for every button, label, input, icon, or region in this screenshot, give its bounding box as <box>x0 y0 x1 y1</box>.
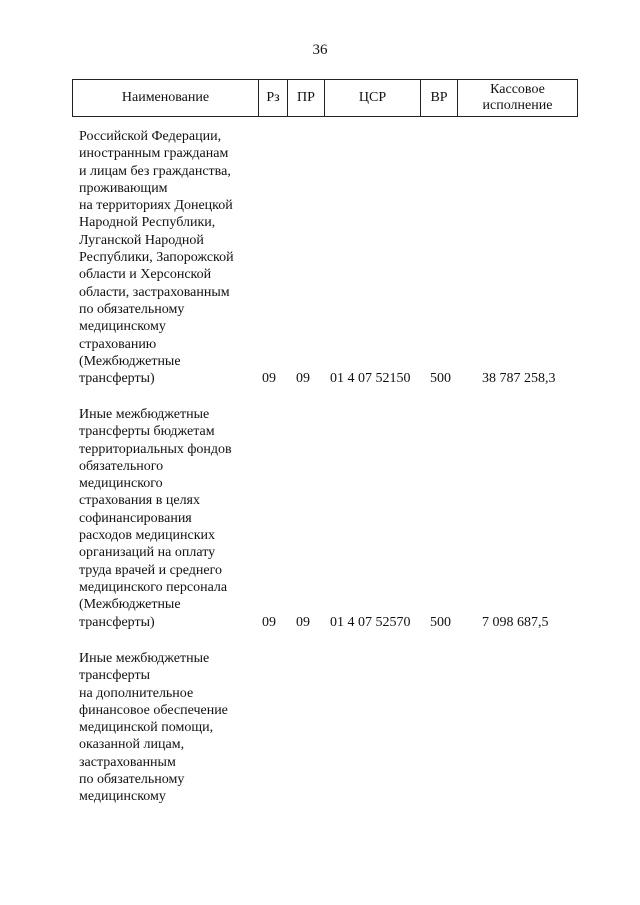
name-line: расходов медицинских <box>79 528 216 544</box>
name-line: и лицам без гражданства, <box>79 163 231 179</box>
name-line: по обязательному <box>79 301 185 317</box>
name-line: трансферты <box>79 668 151 684</box>
name-line: оказанной лицам, <box>79 737 185 753</box>
row-rz: 09 <box>262 615 276 630</box>
column-header-csr: ЦСР <box>325 80 421 117</box>
name-line: области, застрахованным <box>79 284 230 300</box>
row-name <box>79 128 264 387</box>
row-name <box>79 406 264 631</box>
name-line: обязательного <box>79 458 164 474</box>
name-line: иностранным гражданам <box>79 146 229 162</box>
name-line: Иные межбюджетные <box>79 651 210 666</box>
name-line: Луганской Народной <box>79 232 204 248</box>
row-name <box>79 650 264 806</box>
name-line: медицинскому <box>79 789 166 805</box>
name-line: медицинского <box>79 476 163 492</box>
row-vr: 500 <box>430 371 451 386</box>
name-line: (Межбюджетные <box>79 353 181 369</box>
name-line: (Межбюджетные <box>79 597 181 613</box>
name-line: на территориях Донецкой <box>79 198 233 214</box>
row-amount: 38 787 258,3 <box>482 371 556 386</box>
name-line: софинансирования <box>79 510 192 526</box>
name-line: медицинской помощи, <box>79 720 214 736</box>
name-line: страхованию <box>79 336 157 352</box>
table-header <box>72 79 578 117</box>
name-line: финансовое обеспечение <box>79 702 228 718</box>
name-line: области и Херсонской <box>79 267 212 283</box>
row-pr: 09 <box>296 615 310 630</box>
column-header-rz: Рз <box>259 80 288 117</box>
column-header-amount <box>458 80 578 117</box>
row-vr: 500 <box>430 615 451 630</box>
name-line: трансферты) <box>79 371 155 387</box>
column-header-name: Наименование <box>73 80 259 117</box>
name-line: застрахованным <box>79 754 176 770</box>
name-line: организаций на оплату <box>79 545 216 561</box>
name-line: страхования в целях <box>79 493 200 509</box>
amount-header-line-2: исполнение <box>482 98 553 113</box>
column-header-pr: ПР <box>288 80 325 117</box>
name-line: медицинскому <box>79 319 166 335</box>
name-line: труда врачей и среднего <box>79 562 223 578</box>
row-csr: 01 4 07 52570 <box>330 615 411 630</box>
name-line: территориальных фондов <box>79 441 232 457</box>
name-line: Иные межбюджетные <box>79 407 210 422</box>
name-line: трансферты) <box>79 614 155 630</box>
name-line: трансферты бюджетам <box>79 424 215 440</box>
name-line: медицинского персонала <box>79 579 228 595</box>
page-number: 36 <box>312 42 328 58</box>
column-header-vr: ВР <box>421 80 458 117</box>
row-rz: 09 <box>262 371 276 386</box>
name-line: Российской Федерации, <box>79 129 222 144</box>
name-line: по обязательному <box>79 772 185 788</box>
name-line: на дополнительное <box>79 685 194 701</box>
name-line: Народной Республики, <box>79 215 216 231</box>
row-amount: 7 098 687,5 <box>482 615 549 630</box>
name-line: Республики, Запорожской <box>79 250 234 266</box>
row-csr: 01 4 07 52150 <box>330 371 411 386</box>
row-pr: 09 <box>296 371 310 386</box>
name-line: проживающим <box>79 180 168 196</box>
amount-header-line-1: Кассовое <box>490 82 545 97</box>
